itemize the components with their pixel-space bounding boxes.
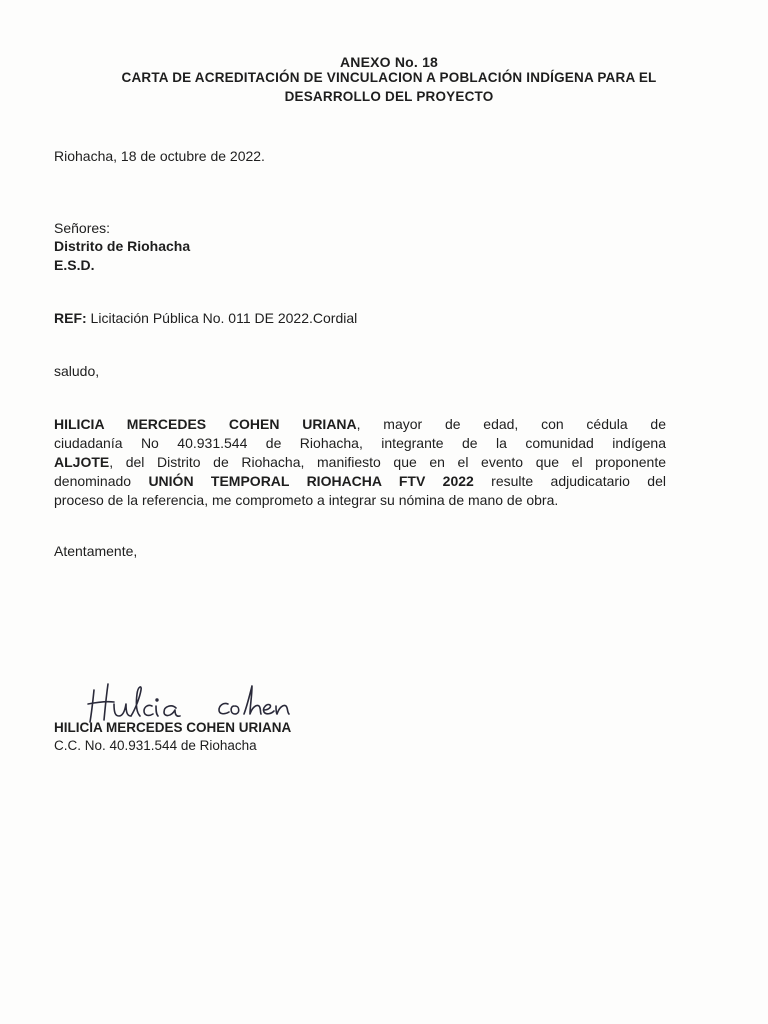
closing: Atentamente, [54,543,138,559]
letter-title-line-2: DESARROLLO DEL PROYECTO [284,89,494,104]
signature-text: Hilicia cohen [84,668,90,669]
proponent-name: UNIÓN TEMPORAL RIOHACHA FTV 2022 [148,473,474,489]
signer-name: HILICIA MERCEDES COHEN URIANA [54,720,292,735]
body-line-2: ciudadanía No 40.931.544 de Riohacha, integrante de la comunidad indígena [54,435,666,451]
recipient-entity: Distrito de Riohacha [54,238,191,254]
annex-number: ANEXO No. 18 [339,54,439,70]
signer-name-inline: HILICIA MERCEDES COHEN URIANA [54,416,357,432]
reference-text: Licitación Pública No. 011 DE 2022.Cordial [86,310,358,326]
body-line-1: HILICIA MERCEDES COHEN URIANA, mayor de edad, con cédula de [54,416,666,432]
body-line-3: ALJOTE, del Distrito de Riohacha, manifiesto que en el evento que el proponente [54,454,666,470]
reference-label: REF: [54,310,87,326]
signer-id: C.C. No. 40.931.544 de Riohacha [54,738,257,753]
body-line-5: proceso de la referencia, me comprometo a integrar su nómina de mano de obra. [54,492,559,508]
greeting: saludo, [54,363,100,379]
community-name: ALJOTE [54,454,110,470]
handwritten-signature [84,668,364,726]
salutation: Señores: [54,220,111,236]
recipient-esd: E.S.D. [54,257,95,273]
body-line-4: denominado UNIÓN TEMPORAL RIOHACHA FTV 2022 resulte adjudicatario del [54,473,666,489]
body-paragraph [54,415,666,510]
date-line: Riohacha, 18 de octubre de 2022. [54,148,265,164]
reference-line [54,310,357,326]
letter-title-line-1: CARTA DE ACREDITACIÓN DE VINCULACION A POBLACIÓN INDÍGENA PARA EL [121,70,657,85]
